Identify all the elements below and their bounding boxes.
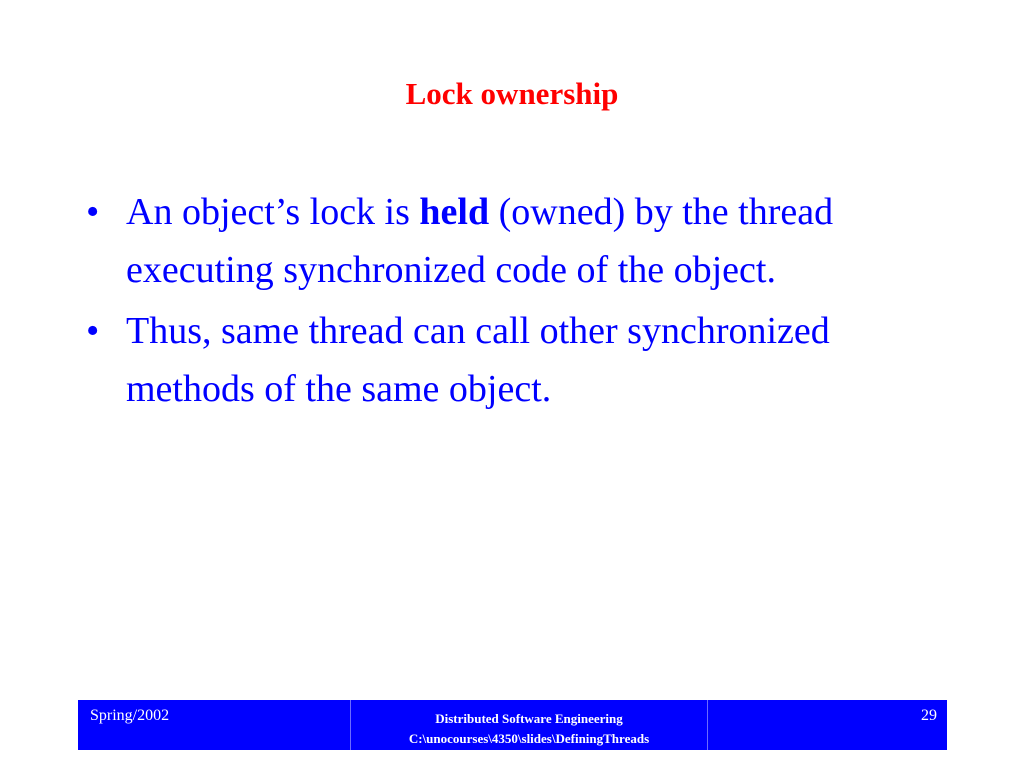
page-number: 29 [921,707,937,724]
bullet-dot: • [86,310,100,352]
bullet-text: Thus, same thread can call other synchronized methods of the same object. [126,310,830,410]
footer-course [350,700,708,750]
footer-file-path: C:\unocourses\4350\slides\DefiningThreads [408,731,650,746]
slide-title: Lock ownership [405,76,619,111]
footer-date: Spring/2002 [90,707,170,724]
footer-course-title: Distributed Software Engineering [435,711,623,726]
bullet-item [86,302,946,418]
bullet-text-start: An object’s lock is [126,191,420,233]
bullet-text-end: (owned) by the thread executing synchronized code of the object. [126,191,834,291]
bullet-text-bold: held [419,191,490,233]
bullet-item [86,183,946,299]
bullet-list [86,183,946,421]
bullet-dot: • [86,191,100,233]
footer-bar [78,700,947,750]
